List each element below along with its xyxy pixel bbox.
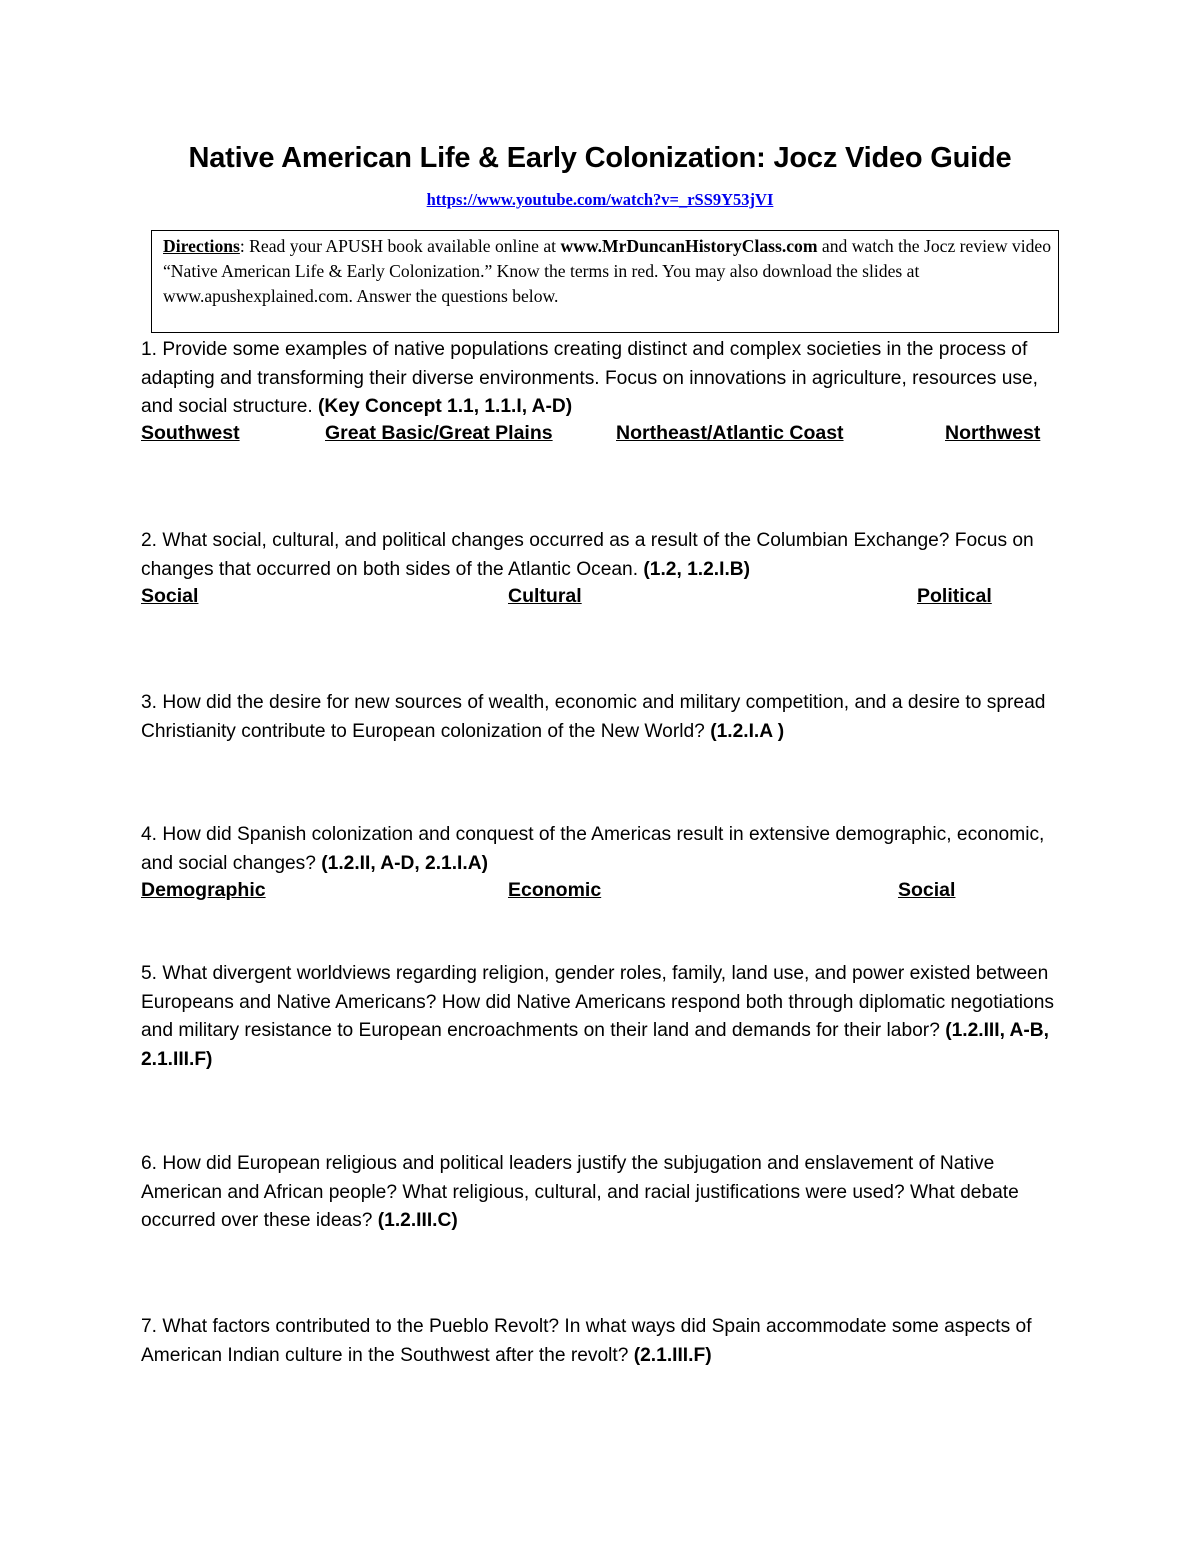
q4-header-economic: Economic: [508, 879, 602, 901]
directions-site: www.MrDuncanHistoryClass.com: [560, 236, 818, 256]
question-4-ref: (1.2.II, A-D, 2.1.I.A): [321, 852, 488, 874]
question-5: [141, 960, 1066, 1074]
directions-text-part-1: : Read your APUSH book available online at: [239, 236, 561, 256]
question-1-text: 1. Provide some examples of native populations creating distinct and complex societies in the process of adapting and transforming their diverse environments. Focus on innovations in agriculture, resources use, and social structure.: [141, 339, 1038, 417]
video-link[interactable]: https://www.youtube.com/watch?v=_rSS9Y53jVI: [426, 190, 774, 209]
directions-text: [163, 234, 1058, 309]
q1-header-northwest: Northwest: [945, 422, 1041, 444]
q4-header-demographic: Demographic: [141, 879, 266, 901]
question-1-ref: (Key Concept 1.1, 1.1.I, A-D): [318, 396, 573, 417]
q1-header-northeast-atlantic-coast: Northeast/Atlantic Coast: [616, 422, 844, 444]
question-1: [141, 336, 1066, 422]
q4-header-social: Social: [898, 879, 956, 901]
question-6-text: 6. How did European religious and political leaders justify the subjugation and enslavement of Native American and African people? What religious, cultural, and racial justifications were used? What debate occurred over these ideas?: [141, 1153, 1019, 1231]
question-5-ref: (1.2.III, A-B, 2.1.III.F): [141, 1020, 1049, 1070]
question-3: [141, 689, 1066, 746]
question-3-text: 3. How did the desire for new sources of wealth, economic and military competition, and a desire to spread Christianity contribute to European colonization of the New World?: [141, 692, 1046, 742]
directions-label: Directions: [163, 236, 240, 256]
question-7: [141, 1313, 1066, 1370]
question-3-ref: (1.2.I.A ): [710, 720, 785, 742]
question-7-ref: (2.1.III.F): [633, 1344, 712, 1366]
question-6: [141, 1150, 1066, 1236]
question-4: [141, 821, 1066, 878]
question-2: [141, 527, 1066, 584]
q1-header-great-basic-great-plains: Great Basic/Great Plains: [325, 422, 553, 444]
q1-header-southwest: Southwest: [141, 422, 240, 444]
q2-header-political: Political: [917, 585, 992, 607]
q2-header-social: Social: [141, 585, 199, 607]
directions-text-part-2: and watch the Jocz review video “Native American Life & Early Colonization.” Know the terms in red. You may also download the slides at www.apushexplained.com. Answer the questions below.: [163, 236, 1052, 306]
q2-header-cultural: Cultural: [508, 585, 582, 607]
question-6-ref: (1.2.III.C): [377, 1210, 458, 1231]
question-2-text: 2. What social, cultural, and political changes occurred as a result of the Columbian Exchange? Focus on changes that occurred on both sides of the Atlantic Ocean.: [141, 530, 1034, 580]
page-title: Native American Life & Early Colonization: Jocz Video Guide: [188, 142, 1012, 174]
question-4-text: 4. How did Spanish colonization and conquest of the Americas result in extensive demographic, economic, and social changes?: [141, 824, 1045, 874]
question-7-text: 7. What factors contributed to the Pueblo Revolt? In what ways did Spain accommodate some aspects of American Indian culture in the Southwest after the revolt?: [141, 1316, 1032, 1366]
question-2-ref: (1.2, 1.2.I.B): [643, 558, 751, 580]
question-5-text: 5. What divergent worldviews regarding religion, gender roles, family, land use, and power existed between Europeans and Native Americans? How did Native Americans respond both through diplomatic negotiations and military resistance to European encroachments on their land and demands for their labor?: [141, 963, 1054, 1041]
